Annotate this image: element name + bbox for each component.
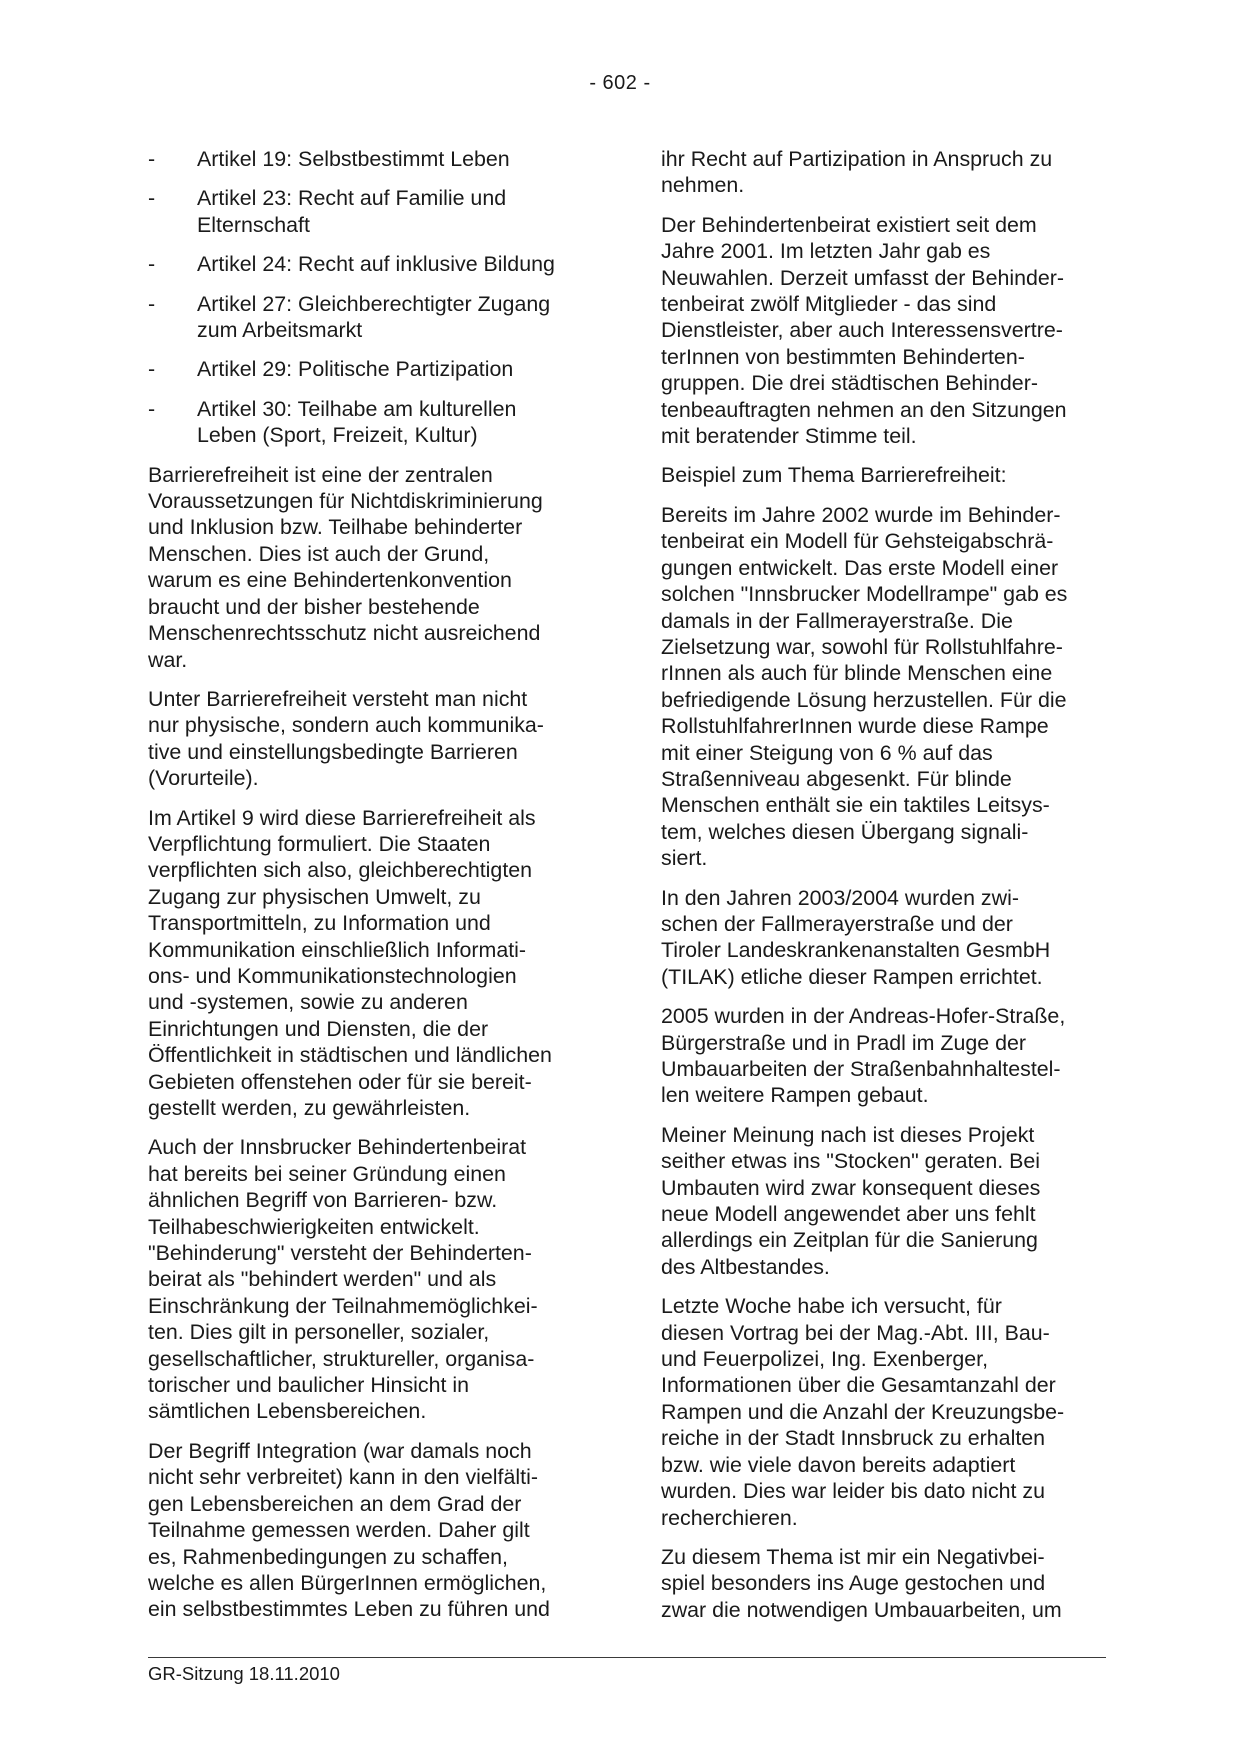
- paragraph: [661, 885, 1101, 991]
- text-line: ten. Dies gilt in personeller, sozialer,: [148, 1320, 490, 1345]
- text-line: ähnlichen Begriff von Barrieren- bzw.: [148, 1188, 498, 1213]
- text-line: Voraussetzungen für Nichtdiskriminierung: [148, 489, 543, 514]
- text-line: verpflichten sich also, gleichberechtigten: [148, 858, 533, 883]
- bullet-dash: -: [148, 291, 156, 316]
- text-line: nicht sehr verbreitet) kann in den vielfälti-: [148, 1465, 538, 1490]
- text-line: Menschen. Dies ist auch der Grund,: [148, 541, 490, 566]
- text-line: tem, welches diesen Übergang signali-: [661, 819, 1029, 844]
- text-line: len weitere Rampen gebaut.: [661, 1083, 929, 1108]
- text-line: und Inklusion bzw. Teilhabe behinderter: [148, 515, 523, 540]
- text-line: solchen "Innsbrucker Modellrampe" gab es: [661, 582, 1068, 607]
- text-line: Leben (Sport, Freizeit, Kultur): [197, 423, 478, 448]
- text-line: gesellschaftlicher, struktureller, organisa-: [148, 1346, 535, 1371]
- text-line: mit beratender Stimme teil.: [661, 424, 917, 449]
- text-line: ihr Recht auf Partizipation in Anspruch zu: [661, 147, 1053, 171]
- list-item: [148, 251, 588, 277]
- text-line: gen Lebensbereichen an dem Grad der: [148, 1491, 522, 1516]
- footer-text: GR-Sitzung 18.11.2010: [148, 1663, 340, 1684]
- text-line: Auch der Innsbrucker Behindertenbeirat: [148, 1135, 527, 1160]
- text-line: seither etwas ins "Stocken" geraten. Bei: [661, 1149, 1041, 1174]
- text-line: allerdings ein Zeitplan für die Sanierung: [661, 1228, 1038, 1253]
- text-line: gestellt werden, zu gewährleisten.: [148, 1096, 471, 1120]
- paragraph: [148, 686, 588, 792]
- bullet-dash: -: [148, 396, 156, 421]
- list-item: [148, 291, 588, 344]
- text-line: Bürgerstraße und in Pradl im Zuge der: [661, 1030, 1026, 1055]
- text-line: und -systemen, sowie zu anderen: [148, 990, 468, 1015]
- text-line: Gebieten offenstehen oder für sie bereit-: [148, 1069, 532, 1094]
- text-line: 2005 wurden in der Andreas-Hofer-Straße,: [661, 1004, 1066, 1029]
- text-line: ein selbstbestimmtes Leben zu führen und: [148, 1597, 550, 1622]
- paragraph: [148, 1134, 588, 1424]
- text-line: Einrichtungen und Diensten, die der: [148, 1016, 489, 1041]
- text-line: Beispiel zum Thema Barrierefreiheit:: [661, 463, 1007, 488]
- list-item-text: [197, 185, 588, 238]
- text-line: braucht und der bisher bestehende: [148, 594, 480, 619]
- text-line: torischer und baulicher Hinsicht in: [148, 1373, 470, 1398]
- text-line: Letzte Woche habe ich versucht, für: [661, 1294, 1002, 1319]
- text-line: beirat als "behindert werden" und als: [148, 1267, 497, 1292]
- text-line: zum Arbeitsmarkt: [197, 318, 363, 343]
- text-line: tenbeauftragten nehmen an den Sitzungen: [661, 397, 1067, 422]
- text-line: In den Jahren 2003/2004 wurden zwi-: [661, 885, 1019, 910]
- text-line: Kommunikation einschließlich Informati-: [148, 937, 527, 962]
- text-line: Tiroler Landeskrankenanstalten GesmbH: [661, 938, 1051, 963]
- text-line: Straßenniveau abgesenkt. Für blinde: [661, 766, 1012, 791]
- left-paragraphs: [148, 462, 588, 1623]
- text-line: Umbauten wird zwar konsequent dieses: [661, 1175, 1041, 1200]
- list-item-text: [197, 396, 588, 449]
- text-line: ons- und Kommunikationstechnologien: [148, 963, 517, 988]
- text-line: Menschen enthält sie ein taktiles Leitsys-: [661, 793, 1050, 818]
- text-line: Artikel 30: Teilhabe am kulturellen: [197, 396, 517, 421]
- text-line: Umbauarbeiten der Straßenbahnhaltestel-: [661, 1057, 1061, 1081]
- list-item-text: [197, 251, 588, 277]
- text-line: schen der Fallmerayerstraße und der: [661, 911, 1013, 936]
- text-line: tenbeirat zwölf Mitglieder - das sind: [661, 292, 997, 317]
- text-line: warum es eine Behindertenkonvention: [148, 568, 512, 593]
- list-item-text: [197, 146, 588, 172]
- text-line: Artikel 23: Recht auf Familie und: [197, 186, 507, 211]
- text-line: Der Behindertenbeirat existiert seit dem: [661, 212, 1037, 237]
- text-line: bzw. wie viele davon bereits adaptiert: [661, 1452, 1016, 1477]
- text-line: Artikel 29: Politische Partizipation: [197, 357, 514, 382]
- list-item: [148, 356, 588, 382]
- paragraph: [661, 1293, 1101, 1531]
- text-line: es, Rahmenbedingungen zu schaffen,: [148, 1544, 508, 1569]
- text-line: Zu diesem Thema ist mir ein Negativbei-: [661, 1544, 1045, 1569]
- right-paragraphs: [661, 146, 1101, 1623]
- text-line: neue Modell angewendet aber uns fehlt: [661, 1202, 1036, 1227]
- text-line: Zielsetzung war, sowohl für Rollstuhlfahre-: [661, 634, 1063, 659]
- bullet-dash: -: [148, 252, 156, 277]
- text-line: gungen entwickelt. Das erste Modell einer: [661, 555, 1059, 580]
- text-line: Unter Barrierefreiheit versteht man nicht: [148, 686, 528, 711]
- paragraph: [148, 1438, 588, 1623]
- text-line: damals in der Fallmerayerstraße. Die: [661, 608, 1013, 633]
- text-line: und Feuerpolizei, Ing. Exenberger,: [661, 1347, 989, 1372]
- text-line: Elternschaft: [197, 212, 310, 237]
- text-line: Öffentlichkeit in städtischen und ländlichen: [148, 1043, 552, 1068]
- text-line: des Altbestandes.: [661, 1254, 830, 1279]
- text-line: Transportmitteln, zu Information und: [148, 911, 491, 936]
- list-item-text: [197, 291, 588, 344]
- text-line: sämtlichen Lebensbereichen.: [148, 1399, 427, 1424]
- right-column: [661, 146, 1101, 1636]
- text-line: welche es allen BürgerInnen ermöglichen,: [148, 1570, 547, 1595]
- paragraph: [661, 1122, 1101, 1280]
- page-number: - 602 -: [589, 72, 651, 94]
- text-line: Neuwahlen. Derzeit umfasst der Behinder-: [661, 265, 1065, 290]
- text-line: tive und einstellungsbedingte Barrieren: [148, 739, 518, 764]
- text-line: Teilhabeschwierigkeiten entwickelt.: [148, 1214, 480, 1239]
- text-line: Bereits im Jahre 2002 wurde im Behinder-: [661, 502, 1061, 527]
- text-line: Zugang zur physischen Umwelt, zu: [148, 884, 481, 909]
- text-line: (TILAK) etliche dieser Rampen errichtet.: [661, 964, 1043, 989]
- footer-rule: [148, 1657, 1106, 1658]
- text-line: befriedigende Lösung herzustellen. Für die: [661, 687, 1067, 712]
- text-line: tenbeirat ein Modell für Gehsteigabschrä-: [661, 529, 1054, 554]
- text-line: recherchieren.: [661, 1505, 798, 1530]
- text-line: Jahre 2001. Im letzten Jahr gab es: [661, 239, 991, 264]
- text-line: reiche in der Stadt Innsbruck zu erhalten: [661, 1426, 1046, 1451]
- list-item-text: [197, 356, 588, 382]
- text-line: war.: [148, 647, 188, 672]
- text-line: wurden. Dies war leider bis dato nicht zu: [661, 1479, 1046, 1504]
- paragraph: [661, 146, 1101, 199]
- paragraph: [661, 1003, 1101, 1109]
- text-line: spiel besonders ins Auge gestochen und: [661, 1571, 1046, 1596]
- text-line: hat bereits bei seiner Gründung einen: [148, 1161, 506, 1186]
- text-line: Artikel 19: Selbstbestimmt Leben: [197, 147, 510, 171]
- list-item: [148, 185, 588, 238]
- text-line: nur physische, sondern auch kommunika-: [148, 713, 544, 738]
- text-line: Der Begriff Integration (war damals noch: [148, 1438, 532, 1463]
- text-line: Dienstleister, aber auch Interessensvertre-: [661, 318, 1063, 343]
- text-line: Barrierefreiheit ist eine der zentralen: [148, 462, 493, 487]
- text-line: (Vorurteile).: [148, 766, 259, 791]
- text-line: mit einer Steigung von 6 % auf das: [661, 740, 993, 765]
- text-line: rInnen als auch für blinde Menschen eine: [661, 661, 1053, 686]
- text-line: siert.: [661, 846, 708, 871]
- text-line: gruppen. Die drei städtischen Behinder-: [661, 371, 1038, 396]
- text-line: Meiner Meinung nach ist dieses Projekt: [661, 1122, 1035, 1147]
- text-line: Menschenrechtsschutz nicht ausreichend: [148, 621, 541, 646]
- text-line: RollstuhlfahrerInnen wurde diese Rampe: [661, 714, 1049, 739]
- bullet-dash: -: [148, 357, 156, 382]
- text-line: Teilnahme gemessen werden. Daher gilt: [148, 1518, 530, 1543]
- paragraph: [661, 212, 1101, 450]
- paragraph: [148, 805, 588, 1122]
- article-list: [148, 146, 588, 449]
- text-line: nehmen.: [661, 173, 745, 198]
- text-line: zwar die notwendigen Umbauarbeiten, um: [661, 1597, 1062, 1622]
- paragraph: [661, 1544, 1101, 1623]
- text-line: Rampen und die Anzahl der Kreuzungsbe-: [661, 1399, 1065, 1424]
- text-line: diesen Vortrag bei der Mag.-Abt. III, Bau-: [661, 1320, 1050, 1345]
- text-line: Artikel 24: Recht auf inklusive Bildung: [197, 252, 555, 277]
- list-item: [148, 146, 588, 172]
- paragraph: [661, 462, 1101, 488]
- list-item: [148, 396, 588, 449]
- text-line: Artikel 27: Gleichberechtigter Zugang: [197, 291, 551, 316]
- text-line: terInnen von bestimmten Behinderten-: [661, 344, 1025, 369]
- left-column: [148, 146, 588, 1636]
- text-line: "Behinderung" versteht der Behinderten-: [148, 1241, 532, 1266]
- paragraph: [661, 502, 1101, 872]
- bullet-dash: -: [148, 186, 156, 211]
- text-line: Im Artikel 9 wird diese Barrierefreiheit als: [148, 805, 536, 830]
- paragraph: [148, 462, 588, 673]
- text-line: Verpflichtung formuliert. Die Staaten: [148, 831, 491, 856]
- bullet-dash: -: [148, 147, 156, 171]
- text-line: Einschränkung der Teilnahmemöglichkei-: [148, 1293, 538, 1318]
- text-line: Informationen über die Gesamtanzahl der: [661, 1373, 1056, 1398]
